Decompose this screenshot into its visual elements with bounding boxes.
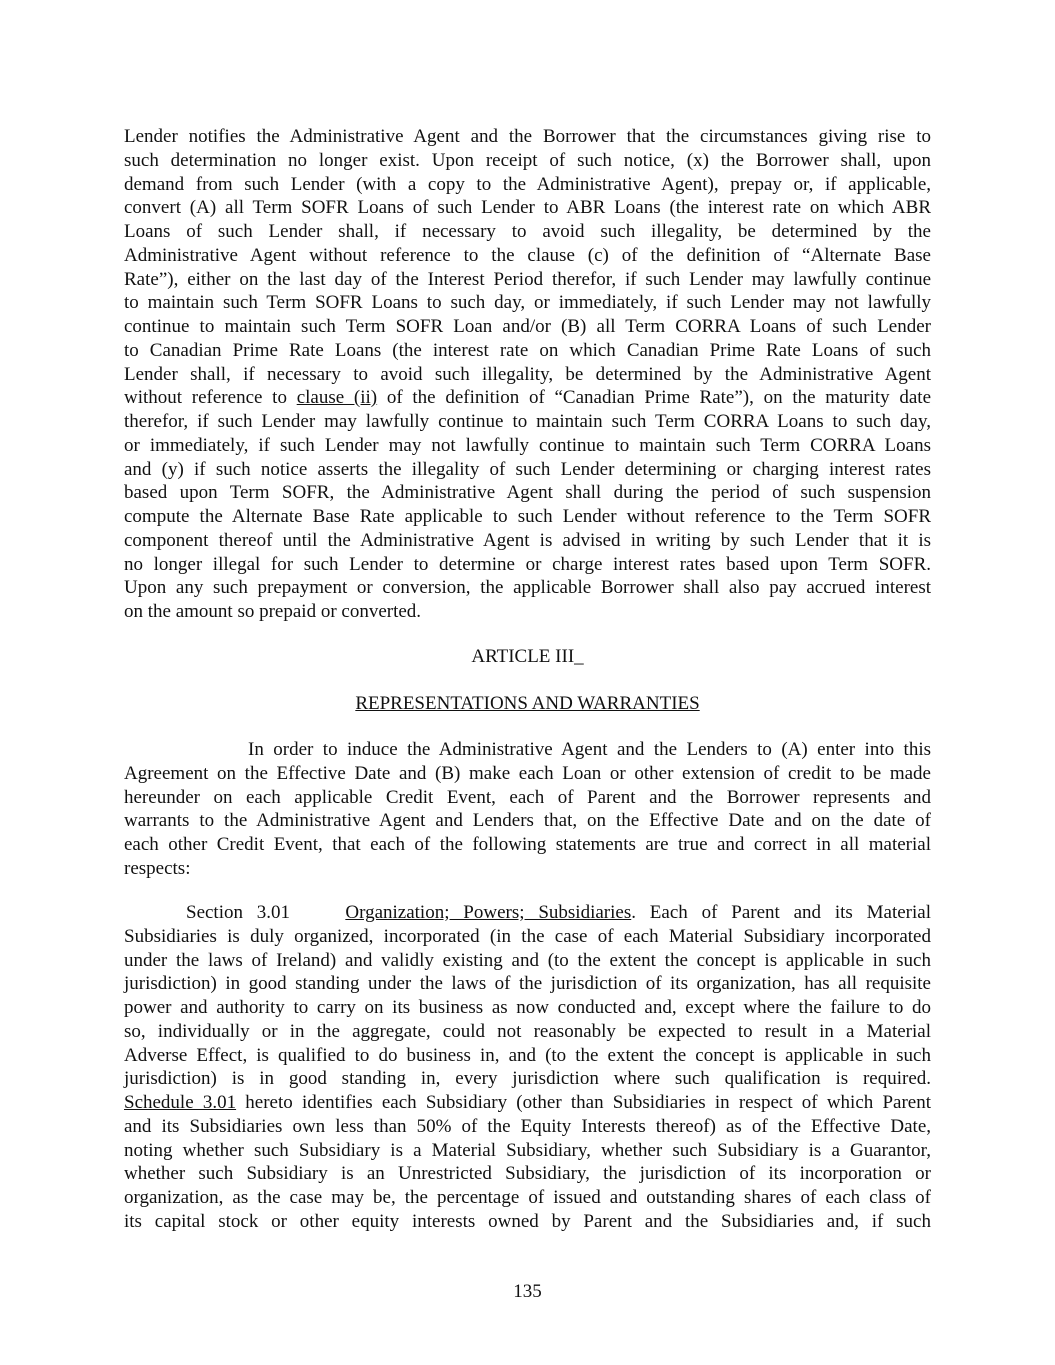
text-line: or immediately, if such Lender may not lawfully continue to maintain such Term CORRA Loans [124,434,931,456]
text-line: warrants to the Administrative Agent and Lenders that, on the Effective Date and on the date of [124,810,931,832]
text-line: so, individually or in the aggregate, could not reasonably be expected to result in a Material [124,1020,931,1042]
text-line: power and authority to carry on its business as now conducted and, except where the failure to do [124,997,931,1018]
text-line: each other Credit Event, that each of the following statements are true and correct in all material [124,834,931,855]
article-title-wrap [124,692,931,716]
text-line: and its Subsidiaries own less than 50% of the Equity Interests thereof) as of the Effective Date, [124,1115,931,1137]
text-line: convert (A) all Term SOFR Loans of such Lender to ABR Loans (the interest rate on which ABR [124,197,931,219]
text-line: Lender notifies the Administrative Agent and the Borrower that the circumstances giving rise to [124,126,931,147]
section-3-01-paragraph [124,901,931,1234]
text-line: Lender shall, if necessary to avoid such illegality, be determined by the Administrative Agent [124,363,931,385]
underlined-reference: Schedule 3.01 [124,1092,237,1113]
text-segment: of the definition of “Canadian Prime Rate”), on the maturity date [377,387,932,409]
text-line: such determination no longer exist. Upon receipt of such notice, (x) the Borrower shall, upon [124,149,931,171]
text-line: noting whether such Subsidiary is a Material Subsidiary, whether such Subsidiary is a Guarantor, [124,1139,931,1161]
article-title: REPRESENTATIONS AND WARRANTIES [355,693,700,714]
text-line: based upon Term SOFR, the Administrative Agent shall during the period of such suspension [124,482,931,504]
text-line: continue to maintain such Term SOFR Loan and/or (B) all Term CORRA Loans of such Lender [124,316,931,337]
text-line: jurisdiction) is in good standing in, every jurisdiction where such qualification is required. [124,1068,931,1090]
text-line [124,901,931,925]
text-line: its capital stock or other equity interests owned by Parent and the Subsidiaries and, if such [124,1210,931,1232]
text-line: under the laws of Ireland) and validly existing and (to the extent the concept is applicable in such [124,949,931,971]
text-segment: hereto identifies each Subsidiary (other than Subsidiaries in respect of which Parent [236,1092,931,1113]
text-line: component thereof until the Administrative Agent is advised in writing by such Lender that it is [124,529,931,551]
underlined-reference: clause (ii) [296,387,378,409]
page-number: 135 [513,1281,542,1302]
text-line: respects: [124,857,191,879]
text-line: to maintain such Term SOFR Loans to such day, or immediately, if such Lender may not lawfully [124,292,931,314]
article-number: ARTICLE III_ [471,646,584,667]
text-line: Upon any such prepayment or conversion, the applicable Borrower shall also pay accrued interest [124,577,931,599]
text-line: organization, as the case may be, the percentage of issued and outstanding shares of each class of [124,1187,931,1208]
text-line: and (y) if such notice asserts the illegality of such Lender determining or charging interest rates [124,458,931,480]
intro-paragraph [124,738,931,881]
text-line: compute the Alternate Base Rate applicable to such Lender without reference to the Term SOFR [124,506,931,527]
underlined-reference: Organization; Powers; Subsidiaries [345,902,632,923]
text-segment: . Each of Parent and its Material [631,902,931,923]
text-line: Subsidiaries is duly organized, incorporated (in the case of each Material Subsidiary incorporated [124,925,931,947]
text-line: on the amount so prepaid or converted. [124,601,422,622]
text-line: Agreement on the Effective Date and (B) make each Loan or other extension of credit to be made [124,762,931,784]
text-line: Adverse Effect, is qualified to do business in, and (to the extent the concept is applicable in such [124,1044,931,1066]
text-segment: Section 3.01 [186,902,346,923]
text-line [124,1091,931,1115]
text-line: whether such Subsidiary is an Unrestricted Subsidiary, the jurisdiction of its incorporation or [124,1163,931,1185]
text-line: Rate”), either on the last day of the Interest Period therefor, if such Lender may lawfully continue [124,268,931,290]
text-line: to Canadian Prime Rate Loans (the interest rate on which Canadian Prime Rate Loans of such [124,339,931,361]
text-line: demand from such Lender (with a copy to the Administrative Agent), prepay or, if applicable, [124,173,931,195]
text-line: hereunder on each applicable Credit Event, each of Parent and the Borrower represents and [124,786,931,808]
text-line: Loans of such Lender shall, if necessary to avoid such illegality, be determined by the [124,221,931,242]
text-line: Administrative Agent without reference to the clause (c) of the definition of “Alternate Base [124,244,931,266]
text-line: In order to induce the Administrative Agent and the Lenders to (A) enter into this [248,739,931,760]
text-line: therefor, if such Lender may lawfully continue to maintain such Term CORRA Loans to such day, [124,411,931,432]
text-segment: without reference to [124,387,297,409]
text-line: no longer illegal for such Lender to determine or charge interest rates based upon Term SOFR. [124,553,931,575]
carryover-paragraph [124,125,931,624]
text-line: jurisdiction) in good standing under the laws of the jurisdiction of its organization, has all requisite [124,973,931,995]
text-line [124,386,931,410]
